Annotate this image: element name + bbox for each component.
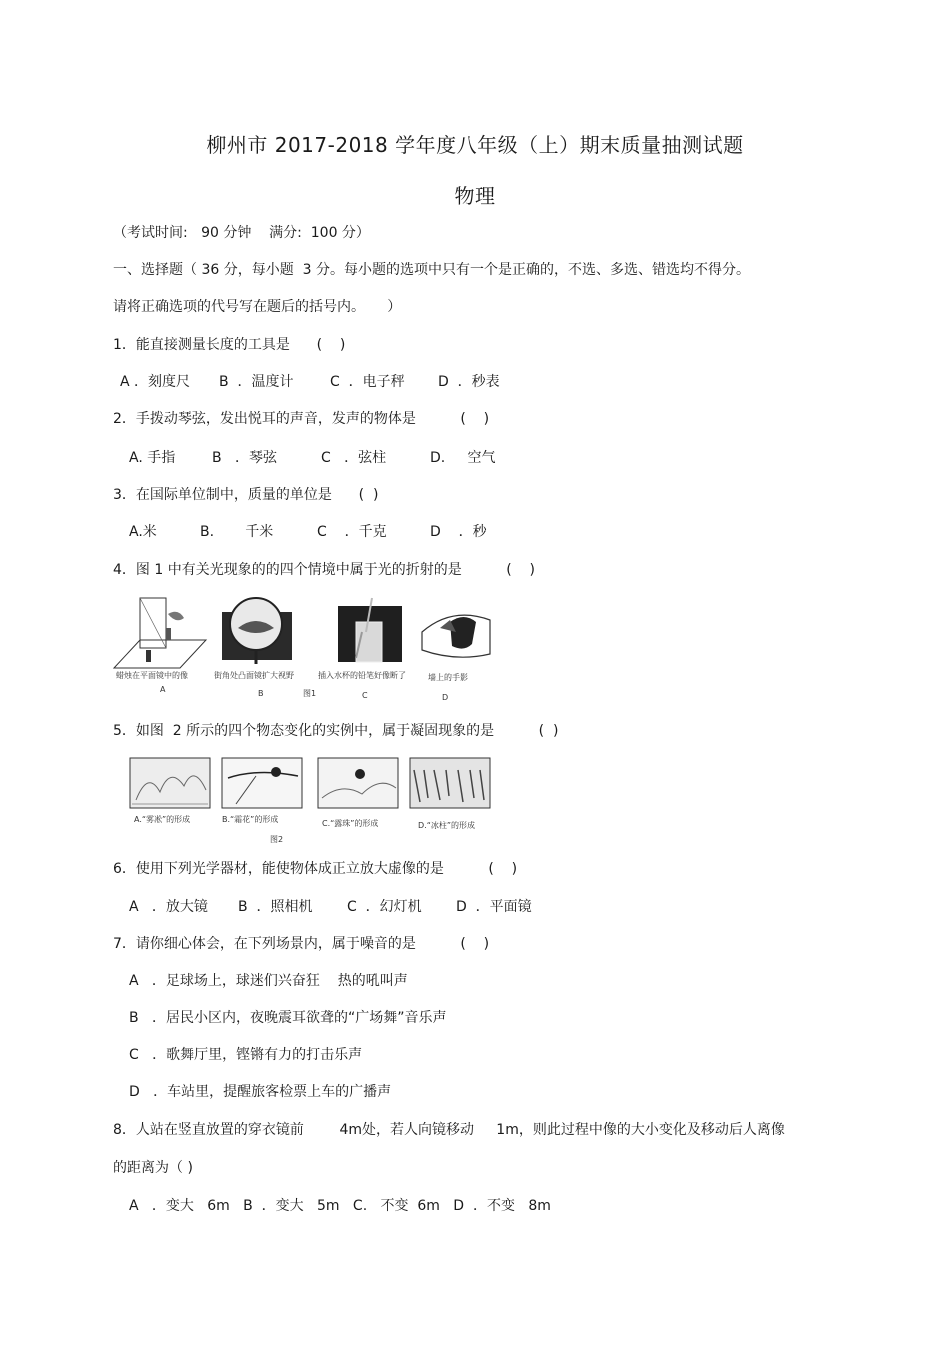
question-1-stem: 1．能直接测量长度的工具是 ( ) xyxy=(113,337,346,353)
figure-2-panel-d-image xyxy=(410,758,490,808)
figure-1-letter-a: A xyxy=(160,685,166,694)
question-6-option-d: D ．平面镜 xyxy=(456,899,532,915)
question-2-option-d: D. 空气 xyxy=(430,450,496,466)
question-3-option-d: D ．秒 xyxy=(430,524,487,540)
figure-1 xyxy=(110,592,502,708)
section-intro-line1: 一、选择题（ 36 分，每小题 3 分。每小题的选项中只有一个是正确的，不选、多选、错选均不得分。 xyxy=(113,262,750,278)
question-2-option-c: C ．弦柱 xyxy=(321,450,387,466)
figure-1-panel-c-image xyxy=(338,598,402,662)
question-6-stem: 6．使用下列光学器材，能使物体成正立放大虚像的是 ( ) xyxy=(113,861,518,877)
question-1-option-c: C ．电子秤 xyxy=(330,374,405,390)
section-intro-line2: 请将正确选项的代号写在题后的括号内。 ） xyxy=(113,299,402,315)
figure-1-panel-b-image xyxy=(222,598,292,664)
figure-2 xyxy=(126,754,494,848)
question-1-option-b: B ．温度计 xyxy=(219,374,294,390)
question-4-stem: 4．图 1 中有关光现象的的四个情境中属于光的折射的是 ( ) xyxy=(113,562,535,578)
question-2-option-b: B ．琴弦 xyxy=(212,450,277,466)
figure-1-label: 图1 xyxy=(303,689,317,698)
question-2-stem: 2．手拨动琴弦，发出悦耳的声音，发声的物体是 ( ) xyxy=(113,411,490,427)
question-2-option-a: A. 手指 xyxy=(129,450,176,466)
question-3-option-c: C ．千克 xyxy=(317,524,387,540)
question-6-option-a: A ．放大镜 xyxy=(129,899,208,915)
figure-1-caption-a: 蜡烛在平面镜中的像 xyxy=(116,671,188,680)
figure-1-panel-a-image xyxy=(114,598,206,668)
question-1-option-d: D ．秒表 xyxy=(438,374,500,390)
figure-1-letter-b: B xyxy=(258,689,264,698)
figure-2-caption-c: C.“露珠”的形成 xyxy=(322,819,379,828)
exam-subject: 物理 xyxy=(454,184,496,208)
question-8-stem-continued: 的距离为（ ) xyxy=(113,1160,193,1176)
exam-title: 柳州市 2017-2018 学年度八年级（上）期末质量抽测试题 xyxy=(206,133,744,157)
question-7-option-b: B ．居民小区内，夜晚震耳欲聋的“广场舞”音乐声 xyxy=(129,1010,447,1026)
figure-1-caption-b: 街角处凸面镜扩大视野 xyxy=(214,671,294,680)
figure-1-letter-d: D xyxy=(442,693,449,702)
figure-2-panel-b-image xyxy=(222,758,302,808)
figure-1-caption-d: 墙上的手影 xyxy=(428,673,468,682)
figure-2-label: 图2 xyxy=(270,835,284,844)
question-8-stem: 8．人站在竖直放置的穿衣镜前 4m处，若人向镜移动 1m，则此过程中像的大小变化及移动后人离像 xyxy=(113,1122,785,1138)
exam-info: （考试时间: 90 分钟 满分: 100 分） xyxy=(113,225,370,241)
question-7-option-d: D ．车站里，提醒旅客检票上车的广播声 xyxy=(129,1084,392,1100)
question-3-option-b: B. 千米 xyxy=(200,524,274,540)
figure-2-caption-d: D.“冰柱”的形成 xyxy=(418,821,475,830)
question-3-option-a: A.米 xyxy=(129,524,157,540)
figure-2-caption-b: B.“霜花”的形成 xyxy=(222,815,279,824)
question-7-option-a: A ．足球场上，球迷们兴奋狂 热的吼叫声 xyxy=(129,973,408,989)
question-6-option-c: C ．幻灯机 xyxy=(347,899,422,915)
figure-2-panel-c-image xyxy=(318,758,398,808)
question-8-options: A ．变大 6m B ．变大 5m C. 不变 6m D ．不变 8m xyxy=(129,1198,551,1214)
figure-1-panel-d-image xyxy=(422,615,490,657)
question-7-stem: 7．请你细心体会，在下列场景内，属于噪音的是 ( ) xyxy=(113,936,490,952)
figure-1-caption-c: 插入水杯的铅笔好像断了 xyxy=(318,671,406,680)
question-1-option-a: A ．刻度尺 xyxy=(120,374,191,390)
figure-2-panel-a-image xyxy=(130,758,210,808)
question-7-option-c: C ．歌舞厅里，铿锵有力的打击乐声 xyxy=(129,1047,363,1063)
question-3-stem: 3．在国际单位制中，质量的单位是 ( ) xyxy=(113,487,379,503)
figure-1-letter-c: C xyxy=(362,691,368,700)
question-5-stem: 5．如图 2 所示的四个物态变化的实例中，属于凝固现象的是 ( ) xyxy=(113,723,559,739)
figure-2-caption-a: A.“雾凇”的形成 xyxy=(134,815,191,824)
question-6-option-b: B ．照相机 xyxy=(238,899,313,915)
